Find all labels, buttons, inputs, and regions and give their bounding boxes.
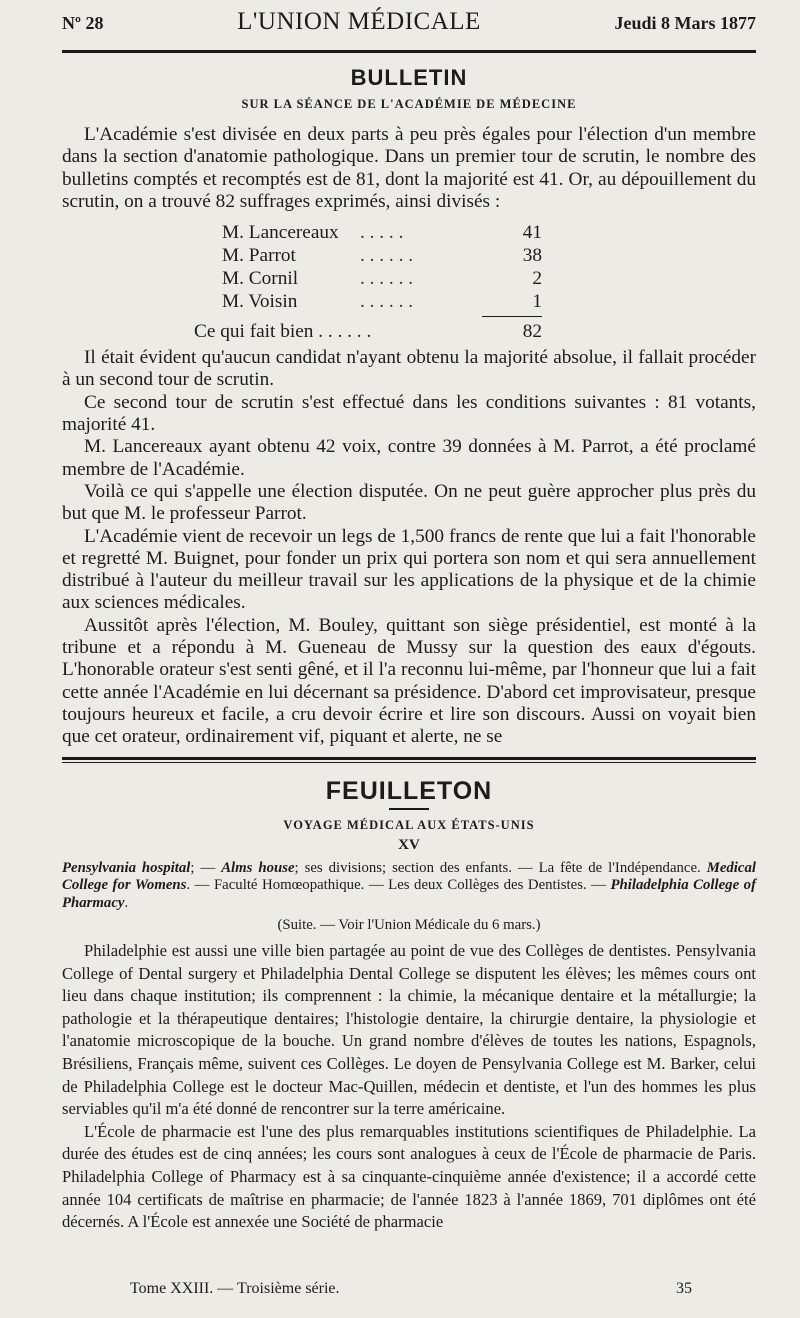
feuilleton-title: FEUILLETON xyxy=(325,776,493,805)
bulletin-paragraph: Voilà ce qui s'appelle une élection disputée. On ne peut guère approcher plus près du but que M. le professeur Parrot. xyxy=(62,480,756,525)
summary-part: ; — xyxy=(190,859,222,876)
sum-rule xyxy=(482,316,542,317)
continuation-note: (Suite. — Voir l'Union Médicale du 6 mars.) xyxy=(277,917,541,934)
total-label: Ce qui fait bien xyxy=(194,321,314,343)
section-rule xyxy=(62,757,756,763)
feuilleton-body xyxy=(62,940,756,1234)
feuilleton-paragraph: L'École de pharmacie est l'une des plus remarquables institutions scientifiques de Philadelphie. La durée des études est de cinq années; les cours sont analogues à ceux de l'École de pharmacie de Paris. Philadelphia College of Pharmacy est à sa cinquante-cinquième année d'existence; il a accordé cette année 104 certificats de maîtrise en pharmacie; de l'année 1823 à l'année 1869, 701 diplômes ont été décernés. A l'École est annexée une Société de pharmacie xyxy=(62,1121,756,1232)
candidate-name: M. Voisin xyxy=(222,291,298,313)
candidate-name: M. Parrot xyxy=(222,245,296,267)
vote-count: 1 xyxy=(532,291,542,313)
journal-title: L'UNION MÉDICALE xyxy=(237,8,481,35)
bulletin-paragraph: Il était évident qu'aucun candidat n'ayant obtenu la majorité absolue, il fallait procéder à un second tour de scrutin. xyxy=(62,347,756,391)
vote-count: 2 xyxy=(532,268,542,290)
candidate-name: M. Cornil xyxy=(222,268,299,290)
summary-part: . xyxy=(124,894,129,911)
bulletin-paragraph: Ce second tour de scrutin s'est effectué dans les conditions suivantes : 81 votants, majorité 41. xyxy=(62,391,756,436)
vote-row: M. Cornil . . . . . . 2 xyxy=(222,268,542,290)
header-rule xyxy=(62,50,756,53)
bulletin-paragraph: Aussitôt après l'élection, M. Bouley, quittant son siège présidentiel, est monté à la tribune et a répondu à M. Gueneau de Mussy sur la question des eaux d'égouts. L'honorable orateur s'est senti gêné, et il l'a reconnu lui-même, par l'honneur que lui a fait cette année l'Académie en lui décernant sa présidence. D'abord cet improvisateur, presque toujours heureux et facile, a cru devoir écrire et lire son discours. Aussi on voyait bien que cet orateur, ordinairement vif, piquant et alerte, ne se xyxy=(62,614,756,748)
vote-row: M. Voisin . . . . . . 1 xyxy=(222,291,542,313)
vote-row: M. Lancereaux . . . . . 41 xyxy=(222,222,542,244)
vote-table xyxy=(62,221,756,343)
summary-part: Pensylvania hospital xyxy=(62,859,191,876)
candidate-name: M. Lancereaux xyxy=(222,222,339,244)
chapter-summary xyxy=(62,860,756,913)
bulletin-paragraph: L'Académie vient de recevoir un legs de 1,500 francs de rente que lui a fait l'honorable et regretté M. Buignet, pour fonder un prix qui portera son nom et qui sera annuellement distribué à l'auteur du meilleur travail sur les applications de la physique et de la chimie aux sciences médicales. xyxy=(62,525,756,614)
page-number: 35 xyxy=(676,1280,692,1297)
vote-count: 38 xyxy=(522,245,542,267)
issue-date: Jeudi 8 Mars 1877 xyxy=(614,13,756,33)
summary-part: Medical College for Womens xyxy=(62,859,756,894)
bulletin-body xyxy=(62,124,756,749)
summary-part: Alms house xyxy=(221,859,295,876)
vote-total-row: Ce qui fait bien . . . . . . 82 xyxy=(194,321,542,343)
feuilleton-paragraph: Philadelphie est aussi une ville bien partagée au point de vue des Collèges de dentistes. Pensylvania College of Dental surgery et Philadelphia Dental College se disputent les élèves; les mêmes cours ont lieu dans chaque institution; ils comprennent : la chimie, la mécanique dentaire et la métallurgie; la pathologie et la thérapeutique dentaires; l'histologie dentaire, la chirurgie dentaire, la physiologie et l'anatomie microscopique de la bouche. Un grand nombre d'élèves de toutes les nations, Espagnols, Brésiliens, Français même, suivent ces Collèges. Le doyen de Pensylvania College est M. Barker, celui de Philadelphia College est le docteur Mac-Quillen, médecin et dentiste, et l'un des hommes les plus serviables qu'il m'a été donné de rencontrer sur la terre américaine. xyxy=(62,941,756,1119)
vote-count: 41 xyxy=(522,222,542,244)
page-footer xyxy=(130,1280,692,1298)
masthead xyxy=(62,8,756,40)
summary-part: Philadelphia College of Pharmacy xyxy=(62,877,756,911)
bulletin-subtitle: SUR LA SÉANCE DE L'ACADÉMIE DE MÉDECINE xyxy=(241,97,577,111)
summary-part: ; ses divisions; section des enfants. — La fête de l'Indépendance. xyxy=(294,859,707,876)
bulletin-paragraph: M. Lancereaux ayant obtenu 42 voix, contre 39 données à M. Parrot, a été proclamé membre de l'Académie. xyxy=(62,436,756,480)
issue-number: Nº 28 xyxy=(62,13,104,33)
volume-info: Tome XXIII. — Troisième série. xyxy=(130,1280,340,1297)
summary-part: . — Faculté Homœopathique. — Les deux Collèges des Dentistes. — xyxy=(186,877,611,894)
bulletin-title: BULLETIN xyxy=(350,65,468,90)
title-ornament xyxy=(389,808,429,810)
total-count: 82 xyxy=(522,321,542,343)
feuilleton-subtitle: VOYAGE MÉDICAL AUX ÉTATS-UNIS xyxy=(283,817,535,832)
vote-row: M. Parrot . . . . . . 38 xyxy=(222,245,542,267)
chapter-number: XV xyxy=(398,836,420,853)
bulletin-paragraph: L'Académie s'est divisée en deux parts à peu près égales pour l'élection d'un membre dans la section d'anatomie pathologique. Dans un premier tour de scrutin, le nombre des bulletins comptés et recomptés est de 81, dont la majorité est 41. Or, au dépouillement du scrutin, on a trouvé 82 suffrages exprimés, ainsi divisés : xyxy=(62,124,756,212)
